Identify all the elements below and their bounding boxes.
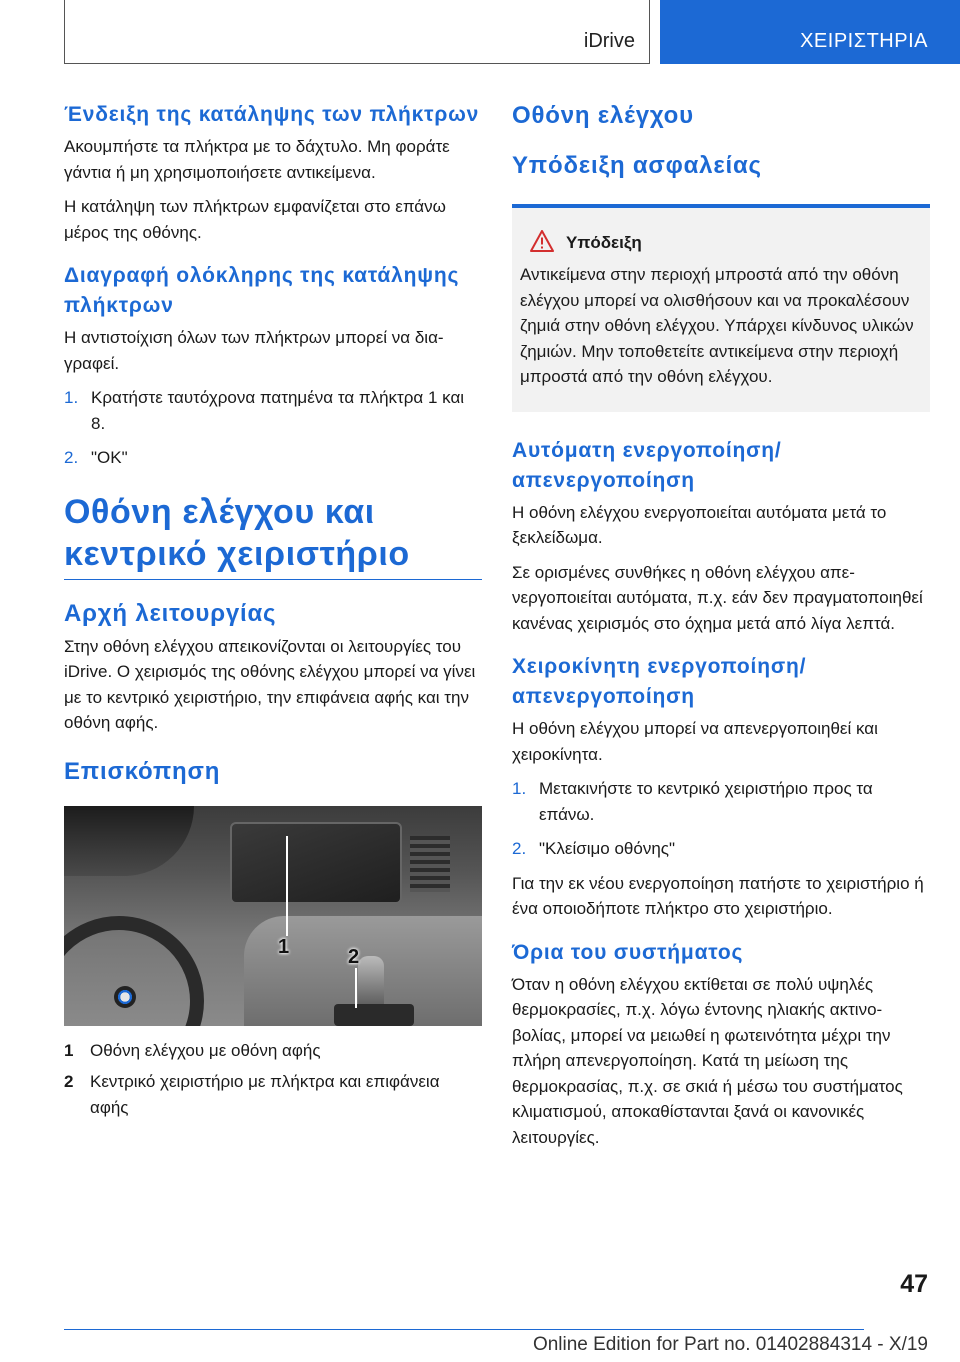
heading-auto-onoff: Αυτόματη ενεργοποίηση/απενεργοποίηση	[512, 438, 782, 492]
heading-safety-note: Υπόδειξη ασφαλείας	[512, 152, 762, 179]
list-text: "OK"	[91, 448, 128, 467]
notice-heading	[520, 230, 914, 256]
footer-edition: Online Edition for Part no. 01402884314 - X/19	[532, 1334, 928, 1355]
list-number: 2.	[512, 839, 527, 858]
cockpit-photo	[64, 806, 482, 1026]
warning-triangle-icon	[530, 230, 554, 252]
paragraph: Όταν η οθόνη ελέγχου εκτίθεται σε πολύ υψηλές θερμοκρασίες, π.χ. λόγω έντονης ηλιακής ακτινοβολίας, μπορεί να μειωθεί η φωτεινότητα μέχρι την πλήρη απενεργοποίηση. Κατά τη μείωση της θερμοκρασίας, π.χ. σε σκιά ή μέσω του συστήματος κλιματισμού, αποκαθίστανται ξανά οι κανονικές λειτουργίες.	[512, 974, 903, 1147]
divider	[64, 579, 482, 580]
callout-line	[355, 968, 357, 1008]
legend-number: 1	[64, 1040, 74, 1060]
air-vent	[410, 836, 450, 892]
header-section-box	[64, 0, 650, 64]
control-display-illustration	[230, 822, 402, 904]
heading-delete-assignment: Διαγραφή ολόκληρης της κατάληψης πλήκτρων	[64, 264, 460, 317]
paragraph: Για την εκ νέου ενεργοποίηση πατήστε το χειριστήριο ή ένα οποιοδήποτε πλήκτρο στο χειριστήριο.	[512, 873, 924, 918]
brand-logo-icon	[114, 986, 136, 1008]
paragraph: Η οθόνη ελέγχου μπορεί να απενεργοποιηθεί και χειροκίνητα.	[512, 719, 878, 764]
footer-divider	[64, 1329, 864, 1330]
list-text: Μετακινήστε το κεντρικό χειριστήριο προς τα επάνω.	[539, 779, 873, 824]
list-number: 2.	[64, 448, 79, 467]
header-chapter-tab	[660, 0, 960, 64]
header-chapter-label: ΧΕΙΡΙΣΤΗΡΙΑ	[800, 30, 928, 52]
callout-number: 1	[278, 935, 290, 958]
right-column	[512, 100, 930, 1159]
callout-line	[286, 836, 288, 936]
touchpad	[334, 1004, 414, 1026]
legend-text: Οθόνη ελέγχου με οθόνη αφής	[90, 1040, 321, 1060]
heading-key-indication: Ένδειξη της κατάληψης των πλήκτρων	[64, 103, 480, 126]
notice-text: Αντικείμενα στην περιοχή μπροστά από την οθόνη ελέγχου μπορεί να ολισθήσουν και να προκαλέσουν ζημιά στην οθόνη ελέγχου. Υπάρχει κίνδυνος υλικών ζημιών. Μην τοποθετείτε αντικείμενα στην περιοχή μπροστά από την οθόνη ελέγχου.	[520, 265, 914, 386]
paragraph: Σε ορισμένες συνθήκες η οθόνη ελέγχου απενεργοποιείται αυτόματα, π.χ. εάν δεν πραγματοποιηθεί κανένας χειρισμός στο όχημα μετά από λίγα λεπτά.	[512, 562, 923, 633]
heading-principle: Αρχή λειτουργίας	[64, 599, 277, 627]
steps-list	[512, 776, 930, 862]
page-number: 47	[900, 1270, 928, 1298]
list-item	[64, 445, 482, 471]
paragraph: Στην οθόνη ελέγχου απεικονίζονται οι λειτουργίες του iDrive. Ο χειρισμός της οθόνης ελέγχου μπορεί να γίνει με το κεντρικό χειριστήριο, την επιφάνεια αφής και την οθόνη αφής.	[64, 636, 476, 732]
heading-system-limits: Όρια του συστήματος	[512, 940, 744, 964]
heading-overview: Επισκόπηση	[64, 757, 221, 785]
paragraph: Η κατάληψη των πλήκτρων εμφανίζεται στο επάνω μέρος της οθόνης.	[64, 197, 446, 242]
paragraph: Η οθόνη ελέγχου ενεργοποιείται αυτόματα μετά το ξεκλείδωμα.	[512, 502, 887, 547]
list-item	[512, 836, 930, 862]
legend-text: Κεντρικό χειριστήριο με πλήκτρα και επιφάνεια αφής	[90, 1072, 440, 1117]
safety-notice-box	[512, 204, 930, 412]
header-section-label: iDrive	[583, 30, 635, 52]
list-number: 1.	[512, 779, 527, 798]
steps-list	[64, 385, 482, 471]
legend-number: 2	[64, 1072, 74, 1091]
list-item	[512, 776, 930, 827]
paragraph: Ακουμπήστε τα πλήκτρα με το δάχτυλο. Μη φοράτε γάντια ή μη χρησιμοποιήσετε αντικείμενα.	[64, 137, 450, 182]
legend-item	[64, 1069, 482, 1120]
instrument-cluster	[64, 806, 194, 876]
heading-manual-onoff: Χειροκίνητη ενεργοποίηση/απενεργοποίηση	[512, 655, 807, 708]
left-column	[64, 100, 482, 1126]
notice-title: Υπόδειξη	[566, 233, 642, 252]
heading-main-section: Οθόνη ελέγχου και κεντρικό χειριστήριο	[64, 492, 410, 573]
list-number: 1.	[64, 388, 79, 407]
list-text: Κρατήστε ταυτόχρονα πατημένα τα πλήκτρα 1 και 8.	[91, 388, 465, 433]
paragraph: Η αντιστοίχιση όλων των πλήκτρων μπορεί να διαγραφεί.	[64, 328, 444, 373]
callout-number: 2	[348, 945, 360, 968]
steering-wheel	[64, 916, 204, 1026]
list-item	[64, 385, 482, 436]
controller-knob	[358, 956, 384, 1010]
heading-control-display: Οθόνη ελέγχου	[512, 102, 694, 129]
legend-item	[64, 1038, 482, 1064]
list-text: "Κλείσιμο οθόνης"	[539, 839, 676, 858]
